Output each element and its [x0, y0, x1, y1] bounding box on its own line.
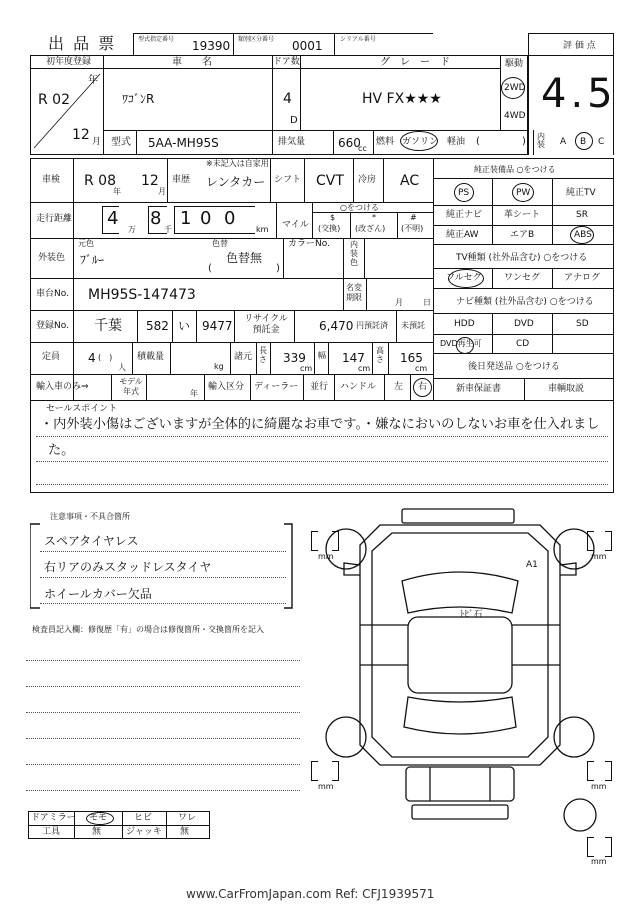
- drive-4wd: 4WD: [504, 111, 526, 121]
- recycle-value: 6,470: [319, 319, 354, 333]
- mileage-digit-3: 1: [180, 208, 192, 229]
- height-unit: cm: [415, 364, 428, 373]
- fuel-paren-close: ): [522, 136, 526, 147]
- tv-fullseg: フルセグ: [446, 273, 482, 283]
- repaint-paren-close: ): [276, 263, 280, 274]
- equipment-panel: [434, 158, 614, 400]
- tv-fullseg-circle: [448, 269, 484, 288]
- mm-bracket-rr-r: [605, 761, 612, 781]
- length-value: 339: [283, 351, 306, 365]
- import-dealer: ディーラー: [254, 382, 299, 392]
- navi-cd: CD: [516, 339, 530, 349]
- tv-title: TV種類 (社外品含む) ○をつける: [456, 253, 588, 263]
- capacity-value: 4: [88, 351, 96, 365]
- reg-number: 9477: [202, 319, 233, 333]
- year-unit: 年: [88, 75, 98, 86]
- mileage-altered: (改ざん): [355, 224, 386, 233]
- inspection-month-unit: 月: [158, 187, 166, 196]
- note-item-1: スペアタイヤレス: [44, 534, 139, 548]
- grade-value: HV FX★★★: [362, 91, 442, 107]
- title-period-day: 日: [423, 298, 431, 307]
- note-item-3: ホイールカバー欠品: [44, 587, 152, 601]
- model-year-unit: 年: [190, 389, 198, 398]
- mm-label-spare: mm: [591, 857, 607, 866]
- fuel-diesel: 軽油: [447, 137, 466, 147]
- inspection-label: 車検: [42, 175, 61, 185]
- drive-label: 駆動: [505, 59, 524, 69]
- interior-color-label: 内装色: [350, 240, 358, 267]
- tv-oneseg: ワンセグ: [504, 273, 541, 283]
- height-value: 165: [400, 351, 423, 365]
- navi-hdd: HDD: [454, 319, 475, 329]
- history-label: 車歴: [172, 175, 191, 185]
- navi-dvd-play: DVD再生可: [440, 339, 482, 348]
- color-no-label: カラーNo.: [288, 239, 330, 249]
- table-header-mirror: ドアミラー: [31, 813, 76, 823]
- interior-grade-b: B: [580, 137, 587, 147]
- mm-bracket-fr-r: [605, 531, 612, 551]
- import-parallel: 並行: [310, 382, 329, 392]
- handle-right: 右: [418, 382, 428, 392]
- equip-tv: 純正TV: [566, 188, 596, 198]
- displacement-label: 排気量: [278, 137, 306, 147]
- orig-color-label: 元色: [78, 239, 94, 248]
- model-designation-label: 型式指定番号: [138, 36, 175, 43]
- equip-leather: 革シート: [504, 210, 541, 220]
- load-unit: kg: [214, 362, 224, 371]
- mileage-altered-mark: *: [372, 213, 376, 222]
- sales-point-line2: た。: [48, 443, 75, 458]
- table-header-break: ワレ: [178, 813, 197, 823]
- recycle-unit: 円預託済: [356, 321, 388, 330]
- equip-navi: 純正ナビ: [446, 210, 483, 220]
- mileage-unit-man: 万: [128, 225, 136, 234]
- mile-label: マイル: [282, 220, 309, 230]
- import-type-label: 輸入区分: [208, 382, 245, 392]
- recycle-pending: 未預託: [401, 321, 425, 330]
- damage-a1: A1: [526, 560, 538, 570]
- recycle-label: リサイクル預託金: [244, 314, 288, 335]
- mileage-unit-sen: 千: [164, 225, 172, 234]
- cc-unit: cc: [358, 144, 367, 153]
- navi-sd: SD: [576, 319, 589, 329]
- car-name-label: 車 名: [172, 57, 212, 68]
- title-period-month: 月: [395, 298, 403, 307]
- mileage-unit-km: km: [256, 225, 269, 234]
- month-unit: 月: [92, 137, 102, 147]
- mm-label-rl: mm: [318, 782, 334, 791]
- mm-label-rr: mm: [591, 782, 607, 791]
- table-header-crack: ヒビ: [134, 813, 153, 823]
- score-label: 評 価 点: [563, 41, 596, 51]
- interior-grade-c: C: [598, 137, 605, 147]
- reg-label: 登録No.: [36, 321, 69, 331]
- width-label: 幅: [318, 351, 326, 360]
- model-value: 5AA-MH95S: [148, 136, 219, 150]
- damage-chip: ﾄﾋﾞ石: [460, 610, 483, 620]
- length-unit: cm: [300, 364, 313, 373]
- chassis-value: MH95S-147473: [88, 287, 196, 303]
- displacement-value: 660: [338, 136, 361, 150]
- table-jack-label: ジャッキ: [126, 827, 162, 837]
- mileage-digit-2: 8: [150, 208, 162, 229]
- repaint-label: 色替: [212, 239, 228, 248]
- mileage-unknown: (不明): [401, 224, 424, 233]
- form-title: 出 品 票: [48, 34, 117, 53]
- footer-watermark: www.CarFromJapan.com Ref: CFJ1939571: [186, 887, 435, 901]
- mm-bracket-fl-r: [332, 531, 339, 551]
- repaint-value: 色替無: [226, 251, 263, 265]
- mm-bracket-spare-r: [605, 837, 612, 857]
- note-item-2: 右リアのみスタッドレスタイヤ: [44, 560, 212, 574]
- equip-abs-circle: [570, 226, 594, 244]
- drive-2wd-circle: [501, 77, 525, 99]
- drive-2wd: 2WD: [504, 83, 526, 93]
- history-value: レンタカー: [206, 175, 266, 189]
- import-label: 輸入車のみ⇒: [36, 382, 89, 392]
- reg-kana: い: [178, 319, 191, 333]
- repaint-paren-open: (: [208, 263, 212, 274]
- title-period-label: 名変期限: [346, 283, 362, 302]
- mileage-swapped: (交換): [318, 224, 341, 233]
- chassis-label: 車台No.: [36, 289, 69, 299]
- ac-value: AC: [400, 173, 420, 189]
- fuel-gasoline-circle: [400, 131, 438, 151]
- car-diagram: [300, 505, 620, 865]
- mileage-unknown-mark: #: [410, 213, 417, 222]
- dent-strike: [86, 812, 114, 825]
- category-no: 0001: [292, 39, 323, 53]
- length-label: 長さ: [259, 346, 267, 364]
- dims-label: 諸元: [234, 352, 253, 362]
- capacity-unit: 人: [118, 363, 126, 372]
- first-reg-label: 初年度登録: [46, 57, 92, 67]
- score-value: 4.5: [541, 71, 617, 117]
- equip-ps: PS: [458, 188, 470, 198]
- equip-abs: ABS: [574, 230, 592, 240]
- width-unit: cm: [358, 364, 371, 373]
- history-note: ※未記入は自家用: [206, 159, 269, 168]
- table-jack-value: 無: [180, 827, 190, 837]
- mm-label-fr: mm: [591, 552, 607, 561]
- mileage-digit-5: 0: [224, 208, 236, 229]
- mm-bracket-rl-r: [332, 761, 339, 781]
- mm-bracket-fr: [587, 531, 594, 551]
- width-value: 147: [342, 351, 365, 365]
- model-year-label: モデル年式: [119, 377, 143, 396]
- capacity-paren: ( ): [98, 353, 113, 362]
- category-label: 類別区分番号: [238, 36, 275, 43]
- handle-right-circle: [413, 378, 432, 397]
- table-tools-label: 工具: [42, 827, 61, 837]
- reg-class: 582: [146, 319, 169, 333]
- mm-bracket-fl: [311, 531, 318, 551]
- model-designation-no: 19390: [192, 39, 231, 53]
- equip-aw: 純正AW: [446, 230, 479, 240]
- interior-grade-a: A: [560, 137, 567, 147]
- reg-area: 千葉: [94, 318, 122, 334]
- grade-label: グ レ ー ド: [380, 57, 450, 68]
- rear-title: 後日発送品 ○をつける: [468, 362, 560, 372]
- equip-pw: PW: [516, 188, 531, 198]
- shift-label: シフト: [274, 175, 302, 185]
- interior-label: 内装: [537, 132, 545, 150]
- mileage-digit-1: 4: [107, 208, 119, 229]
- equip-sr: SR: [576, 210, 588, 220]
- inspection-year: R 08: [84, 173, 116, 189]
- car-name: ﾜｺﾞﾝR: [122, 92, 155, 106]
- orig-color-value: ﾌﾞﾙｰ: [80, 253, 105, 267]
- fuel-paren-open: (: [476, 136, 480, 147]
- equip-airbag: エアB: [510, 230, 535, 240]
- mileage-swapped-mark: $: [330, 213, 336, 222]
- load-label: 積載量: [137, 352, 165, 362]
- mm-label-fl: mm: [318, 552, 334, 561]
- inspection-month: 12: [141, 173, 159, 189]
- doors-label: ドア数: [273, 57, 300, 67]
- interior-grade-b-circle: [575, 132, 593, 150]
- navi-dvd: DVD: [514, 319, 534, 329]
- navi-title: ナビ種類 (社外品含む) ○をつける: [456, 297, 594, 307]
- inspector-label: 検査員記入欄：修復歴「有」の場合は修復箇所・交換箇所を記入: [32, 625, 264, 634]
- model-label: 型式: [111, 137, 131, 148]
- fuel-gasoline: ガソリン: [402, 137, 439, 147]
- first-reg-year: R 02: [38, 92, 70, 108]
- equip-pw-circle: [512, 183, 534, 202]
- height-label: 高さ: [376, 346, 384, 364]
- ac-label: 冷房: [358, 175, 377, 185]
- capacity-label: 定員: [42, 352, 61, 362]
- serial-label: シリアル番号: [340, 36, 376, 43]
- mileage-label: 走行距離: [36, 214, 73, 224]
- fuel-label: 燃料: [376, 137, 395, 147]
- tv-analog: アナログ: [564, 273, 601, 283]
- navi-dvd-play-circle: [456, 337, 474, 354]
- handle-label: ハンドル: [340, 382, 377, 392]
- notes-label: 注意事項・不具合箇所: [50, 512, 130, 521]
- equip-ps-circle: [454, 183, 474, 202]
- mm-bracket-rr: [587, 761, 594, 781]
- table-header-dent: モモ: [89, 813, 108, 823]
- header-section: [0, 0, 640, 52]
- mm-bracket-spare: [587, 837, 594, 857]
- table-tools-value: 無: [92, 827, 102, 837]
- exterior-color-label: 外装色: [38, 253, 66, 263]
- mm-bracket-rl: [311, 761, 318, 781]
- doors-value: 4: [283, 91, 292, 107]
- door-type: D: [290, 115, 298, 126]
- equipment-title: 純正装備品 ○をつける: [474, 165, 556, 174]
- inspection-year-unit: 年: [113, 187, 121, 196]
- mileage-digit-4: 0: [200, 208, 212, 229]
- handle-left: 左: [394, 382, 404, 392]
- first-reg-month: 12: [72, 127, 90, 143]
- rear-manual: 車輌取説: [548, 384, 585, 394]
- sales-point-label: セールスポイント: [46, 404, 118, 414]
- mileage-circle-note: ○をつける: [340, 203, 379, 212]
- rear-warranty: 新車保証書: [456, 384, 502, 394]
- shift-value: CVT: [316, 173, 344, 189]
- sales-point-line1: ・内外装小傷はございますが全体的に綺麗なお車です。・嫌なにおいのしないお車を仕入れまし: [40, 417, 600, 432]
